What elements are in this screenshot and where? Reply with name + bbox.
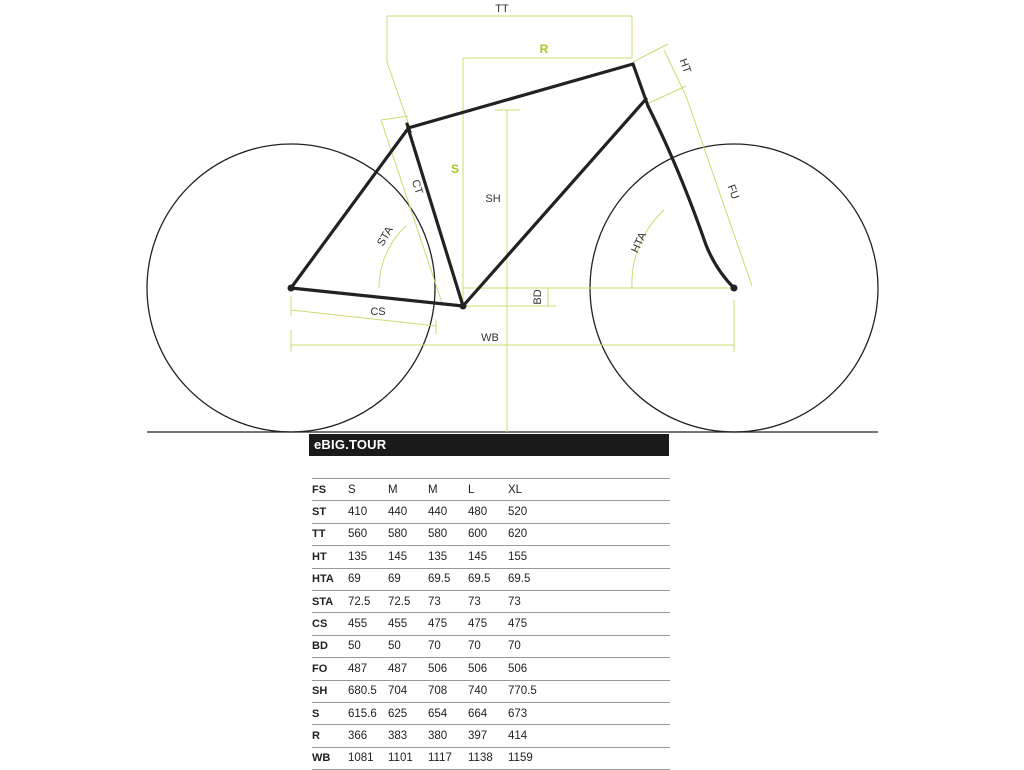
table-cell: 1101 (388, 747, 428, 769)
row-spacer (548, 725, 670, 747)
table-cell: 69.5 (428, 568, 468, 590)
table-cell: 770.5 (508, 680, 548, 702)
table-cell: S (348, 479, 388, 501)
table-cell: 520 (508, 501, 548, 523)
table-cell: 366 (348, 725, 388, 747)
row-label: SH (312, 680, 348, 702)
table-cell: 414 (508, 725, 548, 747)
table-cell: 580 (388, 523, 428, 545)
table-cell: 480 (468, 501, 508, 523)
table-cell: 69 (348, 568, 388, 590)
table-header-row (312, 479, 670, 501)
table-cell: 600 (468, 523, 508, 545)
table-row (312, 523, 670, 545)
row-label: R (312, 725, 348, 747)
table-row (312, 501, 670, 523)
label-sh: SH (485, 193, 501, 205)
table-row (312, 568, 670, 590)
row-spacer (548, 747, 670, 769)
row-spacer (548, 590, 670, 612)
table-row (312, 546, 670, 568)
table-cell: 1159 (508, 747, 548, 769)
label-tt: TT (495, 3, 509, 15)
table-cell: 145 (468, 546, 508, 568)
table-cell: 664 (468, 702, 508, 724)
row-label: FS (312, 479, 348, 501)
table-cell: 487 (348, 658, 388, 680)
table-cell: 70 (468, 635, 508, 657)
table-cell: 506 (428, 658, 468, 680)
table-cell: 73 (468, 590, 508, 612)
table-cell: 625 (388, 702, 428, 724)
row-spacer (548, 546, 670, 568)
table-cell: 680.5 (348, 680, 388, 702)
table-cell: L (468, 479, 508, 501)
row-spacer (548, 479, 670, 501)
front-axle (731, 285, 738, 292)
table-cell: 145 (388, 546, 428, 568)
table-cell: 673 (508, 702, 548, 724)
row-spacer (548, 568, 670, 590)
table-cell: 70 (508, 635, 548, 657)
model-title: eBIG.TOUR (309, 434, 669, 456)
table-cell: M (428, 479, 468, 501)
table-cell: 135 (348, 546, 388, 568)
row-spacer (548, 501, 670, 523)
row-label: BD (312, 635, 348, 657)
table-cell: 1138 (468, 747, 508, 769)
label-r: R (539, 42, 549, 56)
table-cell: 455 (388, 613, 428, 635)
dimension-lines (291, 16, 752, 432)
table-cell: 73 (428, 590, 468, 612)
label-bd: BD (532, 289, 544, 305)
table-cell: 704 (388, 680, 428, 702)
label-hta: HTA (629, 230, 650, 255)
table-row (312, 725, 670, 747)
bottom-bracket (460, 303, 467, 310)
row-label: HTA (312, 568, 348, 590)
table-cell: 383 (388, 725, 428, 747)
row-label: FO (312, 658, 348, 680)
label-ct: CT (408, 178, 425, 196)
table-cell: 69.5 (468, 568, 508, 590)
row-spacer (548, 702, 670, 724)
table-cell: 69.5 (508, 568, 548, 590)
table-row (312, 635, 670, 657)
table-cell: 740 (468, 680, 508, 702)
table-cell: 69 (388, 568, 428, 590)
label-fu: FU (724, 183, 741, 201)
table-row (312, 613, 670, 635)
label-wb: WB (481, 332, 499, 344)
table-cell: 440 (428, 501, 468, 523)
row-spacer (548, 523, 670, 545)
table-cell: 380 (428, 725, 468, 747)
table-cell: 135 (428, 546, 468, 568)
table-cell: 73 (508, 590, 548, 612)
row-label: TT (312, 523, 348, 545)
bike-frame (291, 64, 734, 306)
table-cell: 397 (468, 725, 508, 747)
table-cell: 560 (348, 523, 388, 545)
row-spacer (548, 680, 670, 702)
table-row (312, 680, 670, 702)
row-label: WB (312, 747, 348, 769)
table-cell: 506 (508, 658, 548, 680)
table-cell: 455 (348, 613, 388, 635)
table-cell: 1117 (428, 747, 468, 769)
rear-axle (288, 285, 295, 292)
label-s: S (450, 162, 460, 176)
table-row (312, 702, 670, 724)
table-cell: XL (508, 479, 548, 501)
row-label: STA (312, 590, 348, 612)
row-label: HT (312, 546, 348, 568)
table-cell: 50 (388, 635, 428, 657)
table-row (312, 747, 670, 769)
table-cell: 615.6 (348, 702, 388, 724)
table-cell: 620 (508, 523, 548, 545)
row-label: ST (312, 501, 348, 523)
table-cell: 440 (388, 501, 428, 523)
row-label: CS (312, 613, 348, 635)
table-cell: 654 (428, 702, 468, 724)
geometry-table (312, 478, 670, 770)
table-cell: 410 (348, 501, 388, 523)
table-cell: 50 (348, 635, 388, 657)
label-cs: CS (370, 306, 386, 318)
table-cell: 475 (468, 613, 508, 635)
table-cell: 506 (468, 658, 508, 680)
table-cell: 475 (508, 613, 548, 635)
row-spacer (548, 635, 670, 657)
table-cell: 475 (428, 613, 468, 635)
table-cell: 72.5 (388, 590, 428, 612)
table-row (312, 590, 670, 612)
table-cell: 1081 (348, 747, 388, 769)
table-cell: 72.5 (348, 590, 388, 612)
table-cell: 580 (428, 523, 468, 545)
table-cell: 70 (428, 635, 468, 657)
row-label: S (312, 702, 348, 724)
row-spacer (548, 658, 670, 680)
row-spacer (548, 613, 670, 635)
table-row (312, 658, 670, 680)
table-cell: M (388, 479, 428, 501)
table-cell: 708 (428, 680, 468, 702)
label-sta: STA (375, 224, 396, 249)
table-cell: 155 (508, 546, 548, 568)
table-cell: 487 (388, 658, 428, 680)
label-ht: HT (676, 57, 693, 75)
